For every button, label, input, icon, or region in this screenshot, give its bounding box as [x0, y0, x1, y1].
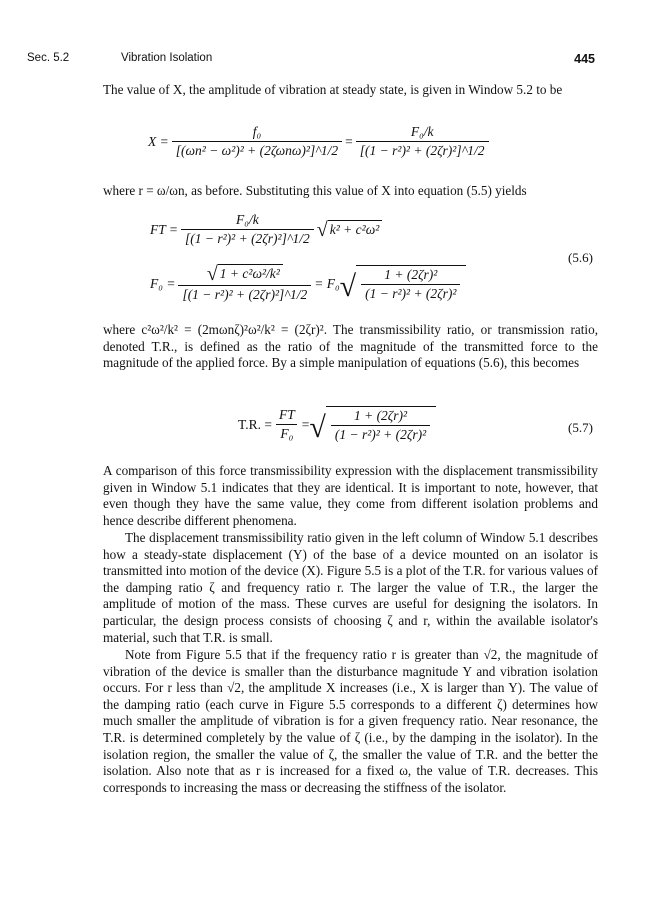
eq-f0-equals: = F₀	[314, 275, 340, 291]
page-number: 445	[574, 52, 595, 66]
equation-5-6-ft	[150, 212, 382, 247]
section-title: Vibration Isolation	[121, 52, 213, 64]
eq-tr-sqrt	[309, 406, 436, 443]
section-number: Sec. 5.2	[27, 52, 70, 64]
equation-5-6-f0	[150, 264, 466, 303]
sqrt-symbol: √	[316, 218, 328, 241]
eq-x-equals: =	[345, 133, 353, 149]
eq-x-den-2: [(1 − r²)² + (2ζr)²]^1/2	[356, 141, 489, 159]
equation-label-5-6: (5.6)	[568, 250, 593, 265]
sqrt-symbol: √	[339, 270, 357, 303]
eq-x-num-1: f₀	[252, 124, 262, 139]
eq-tr-lhs: T.R. =	[238, 416, 272, 432]
paragraph-1	[103, 82, 598, 99]
eq-f0-lhs: F₀ =	[150, 275, 176, 291]
paragraph-5-text: The displacement transmissibility ratio given in the left column of Window 5.1 describes how a steady-state displacement (Y) of the base of a device mounted on an isolator is transmitted into motion of the device (X). Figure 5.5 is a plot of the T.R. for various values of the damping ratio ζ and frequency ratio r. The larger the value of T.R., the larger the amplitude of motion of the mass. These curves are useful for designing the isolators. In particular, the design process consists of choosing ζ and r, within the available isolator's material, such that T.R. is small.	[103, 530, 598, 645]
eq-f0-fraction	[178, 264, 311, 303]
eq-ft-den: [(1 − r²)² + (2ζr)²]^1/2	[181, 229, 314, 247]
paragraph-6	[103, 647, 598, 796]
eq-tr-num: FT	[279, 407, 295, 422]
sqrt-symbol: √	[206, 263, 218, 285]
eq-x-fraction-1	[172, 124, 342, 159]
paragraph-1-text: The value of X, the amplitude of vibration at steady state, is given in Window 5.2 to be	[103, 82, 563, 97]
eq-tr-root-fraction	[331, 408, 430, 443]
eq-tr-equals: =	[301, 416, 310, 432]
eq-tr-den: F₀	[276, 424, 297, 442]
equation-5-7	[238, 406, 436, 443]
eq-tr-fraction	[275, 407, 299, 442]
eq-ft-fraction	[181, 212, 314, 247]
sqrt-symbol: √	[309, 411, 326, 444]
paragraph-3-text: where c²ω²/k² = (2mωnζ)²ω²/k² = (2ζr)². The transmissibility ratio, or transmission ratio, denoted T.R., is defined as the ratio of the magnitude of the transmitted force to the magnitude of the applied force. By a simple manipulation of equations (5.6), this becomes	[103, 322, 598, 371]
eq-x-fraction-2	[356, 124, 489, 159]
eq-f0-root-fraction	[361, 267, 460, 302]
eq-f0-den: [(1 − r²)² + (2ζr)²]^1/2	[178, 285, 311, 303]
eq-x-lhs: X =	[148, 133, 169, 149]
eq-f0-num-root: 1 + c²ω²/k²	[218, 264, 283, 284]
eq-f0-root-num: 1 + (2ζr)²	[384, 267, 438, 282]
paragraph-3	[103, 322, 598, 372]
eq-tr-root-den: (1 − r²)² + (2ζr)²	[331, 425, 430, 443]
eq-f0-root-den: (1 − r²)² + (2ζr)²	[361, 284, 460, 302]
eq-f0-num	[203, 264, 287, 285]
eq-x-num-2: F₀/k	[410, 124, 434, 139]
eq-ft-root: k² + c²ω²	[328, 220, 383, 240]
eq-ft-lhs: FT =	[150, 221, 178, 237]
paragraph-4-text: A comparison of this force transmissibility expression with the displacement transmissibility given in Window 5.1 indicates that they are identical. It is important to note, however, that even though they have the same value, they come from different isolation problems and hence describe different phenomena.	[103, 463, 598, 528]
equation-label-5-7: (5.7)	[568, 420, 593, 435]
paragraph-2	[103, 183, 598, 200]
eq-x-den-1: [(ωn² − ω²)² + (2ζωnω)²]^1/2	[172, 141, 342, 159]
eq-ft-sqrt	[317, 220, 383, 240]
paragraph-5	[103, 530, 598, 646]
eq-f0-sqrt	[340, 265, 467, 302]
equation-x	[148, 124, 492, 159]
paragraph-6-text: Note from Figure 5.5 that if the frequency ratio r is greater than √2, the magnitude of vibration of the device is smaller than the disturbance magnitude Y and vibration isolation occurs. For r less than √2, the amplitude X increases (i.e., X is larger than Y). The value of the damping ratio (each curve in Figure 5.5 corresponds to a different ζ) determines how much smaller the amplitude of vibration is for a given frequency ratio. Near resonance, the T.R. is determined completely by the value of ζ (i.e., by the damping in the isolator). In the isolation region, the smaller the value of ζ, the smaller the value of T.R. and the better the isolation. Also note that as r is increased for a fixed ω, the value of T.R. decreases. This corresponds to increasing the mass or decreasing the stiffness of the isolator.	[103, 647, 598, 795]
paragraph-4	[103, 463, 598, 529]
eq-tr-root-num: 1 + (2ζr)²	[353, 408, 408, 423]
running-header	[27, 52, 595, 68]
eq-ft-num: F₀/k	[236, 212, 259, 227]
paragraph-2-text: where r = ω/ωn, as before. Substituting this value of X into equation (5.5) yields	[103, 183, 527, 198]
